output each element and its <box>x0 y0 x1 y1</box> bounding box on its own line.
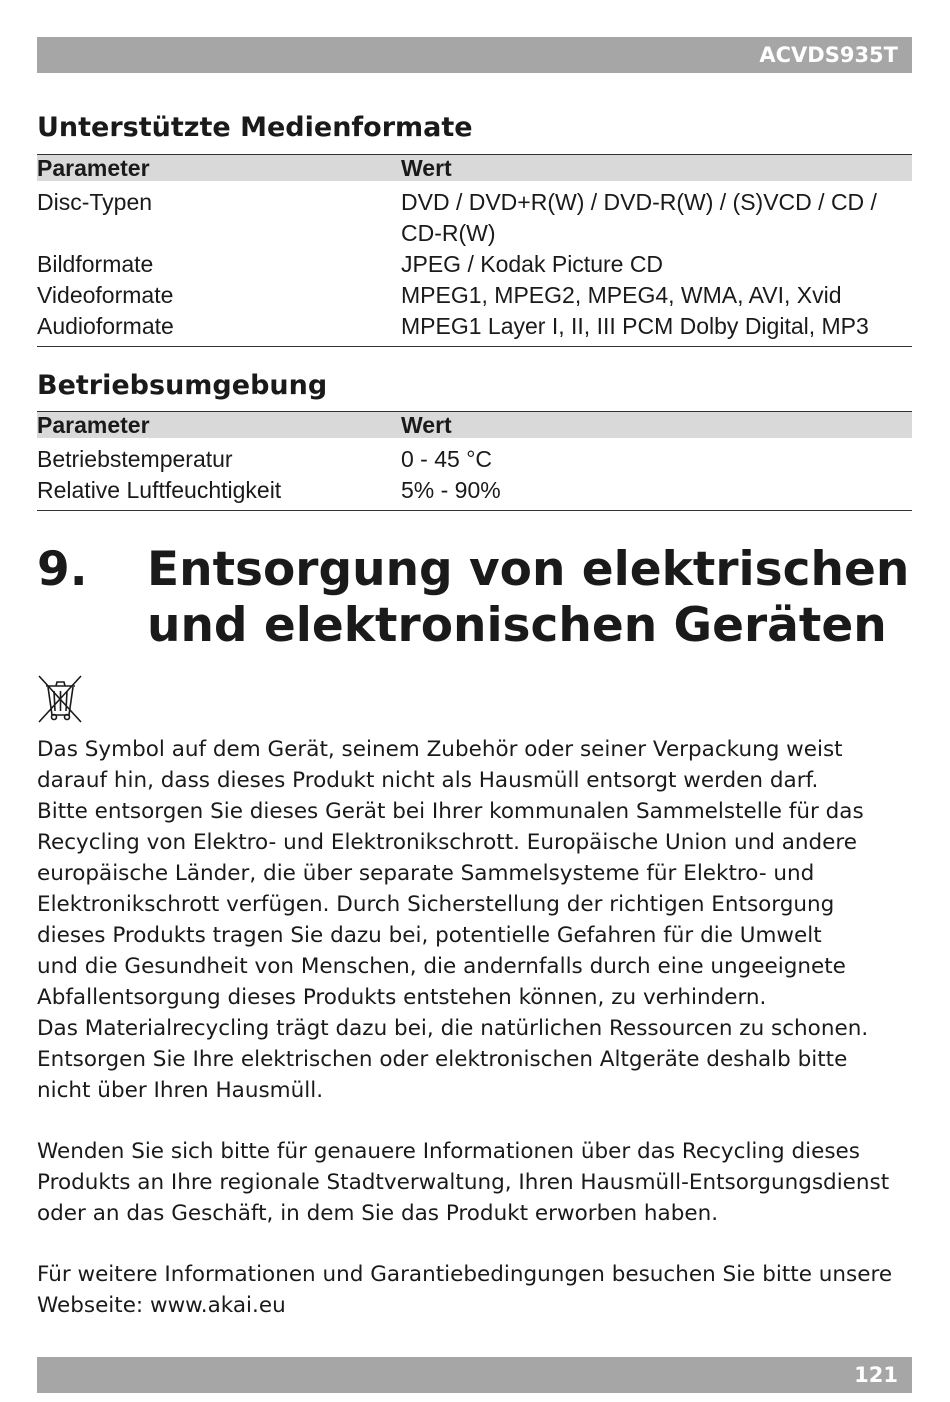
model-number: ACVDS935T <box>759 43 898 67</box>
paragraph-line: Das Materialrecycling trägt dazu bei, die natürlichen Ressourcen zu schonen. <box>37 1016 869 1041</box>
paragraph-line: und die Gesundheit von Menschen, die andernfalls durch eine ungeeignete <box>37 954 846 979</box>
col-parameter: Parameter <box>37 155 150 181</box>
col-value: Wert <box>401 155 452 181</box>
paragraph-line: europäische Länder, die über separate Sammelsysteme für Elektro- und <box>37 861 815 886</box>
value-cell: JPEG / Kodak Picture CD <box>401 251 664 277</box>
recycling-info-paragraph <box>37 1136 917 1229</box>
paragraph-line: Recycling von Elektro- und Elektronikschrott. Europäische Union und andere <box>37 830 858 855</box>
environment-table <box>37 411 912 511</box>
paragraph-line: nicht über Ihren Hausmüll. <box>37 1078 324 1103</box>
chapter-title-line: Entsorgung von elektrischen <box>147 542 910 597</box>
footer-bar <box>37 1357 912 1393</box>
paragraph-line: dieses Produkts tragen Sie dazu bei, potentielle Gefahren für die Umwelt <box>37 923 822 948</box>
param-cell: Relative Luftfeuchtigkeit <box>37 477 282 503</box>
col-parameter: Parameter <box>37 412 150 438</box>
table-row <box>37 444 912 475</box>
param-cell: Betriebstemperatur <box>37 446 233 472</box>
media-formats-table <box>37 154 912 347</box>
paragraph-line: Das Symbol auf dem Gerät, seinem Zubehör oder seiner Verpackung weist <box>37 737 843 762</box>
media-formats-title: Unterstützte Medienformate <box>37 112 473 143</box>
paragraph-line: Elektronikschrott verfügen. Durch Sicherstellung der richtigen Entsorgung <box>37 892 835 917</box>
paragraph-line: Produkts an Ihre regionale Stadtverwaltung, Ihren Hausmüll-Entsorgungsdienst <box>37 1170 890 1195</box>
disposal-paragraph <box>37 734 917 1106</box>
value-cell: MPEG1 Layer I, II, III PCM Dolby Digital, MP3 <box>401 313 869 339</box>
table-header <box>37 154 912 181</box>
chapter-title-line: und elektronischen Geräten <box>147 598 887 653</box>
value-cell: 0 - 45 °C <box>401 446 493 472</box>
paragraph-line: oder an das Geschäft, in dem Sie das Produkt erworben haben. <box>37 1201 719 1226</box>
header-bar <box>37 37 912 73</box>
col-value: Wert <box>401 412 452 438</box>
table-row <box>37 475 912 506</box>
table-row <box>37 249 912 280</box>
paragraph-line: darauf hin, dass dieses Produkt nicht als Hausmüll entsorgt werden darf. <box>37 768 819 793</box>
param-cell: Audioformate <box>37 313 174 339</box>
param-cell: Bildformate <box>37 251 154 277</box>
page-number: 121 <box>854 1363 898 1387</box>
weee-crossed-bin-icon <box>37 674 83 724</box>
chapter-number: 9. <box>37 542 88 597</box>
paragraph-line: Abfallentsorgung dieses Produkts entstehen können, zu verhindern. <box>37 985 767 1010</box>
paragraph-line: Bitte entsorgen Sie dieses Gerät bei Ihrer kommunalen Sammelstelle für das <box>37 799 864 824</box>
value-cell: DVD / DVD+R(W) / DVD-R(W) / (S)VCD / CD / CD-R(W) <box>401 189 877 246</box>
value-cell: 5% - 90% <box>401 477 501 503</box>
chapter-heading <box>37 542 912 654</box>
value-cell: MPEG1, MPEG2, MPEG4, WMA, AVI, Xvid <box>401 282 842 308</box>
paragraph-line: Wenden Sie sich bitte für genauere Informationen über das Recycling dieses <box>37 1139 860 1164</box>
param-cell: Videoformate <box>37 282 174 308</box>
table-body <box>37 438 912 511</box>
paragraph-line: Entsorgen Sie Ihre elektrischen oder elektronischen Altgeräte deshalb bitte <box>37 1047 848 1072</box>
paragraph-line: Webseite: www.akai.eu <box>37 1293 286 1318</box>
chapter-title <box>147 542 912 654</box>
paragraph-line: Für weitere Informationen und Garantiebedingungen besuchen Sie bitte unsere <box>37 1262 893 1287</box>
table-row <box>37 311 912 342</box>
table-row <box>37 280 912 311</box>
table-header <box>37 411 912 438</box>
param-cell: Disc-Typen <box>37 189 153 215</box>
environment-title: Betriebsumgebung <box>37 370 328 401</box>
table-row <box>37 187 912 249</box>
table-body <box>37 181 912 347</box>
website-paragraph <box>37 1259 917 1321</box>
